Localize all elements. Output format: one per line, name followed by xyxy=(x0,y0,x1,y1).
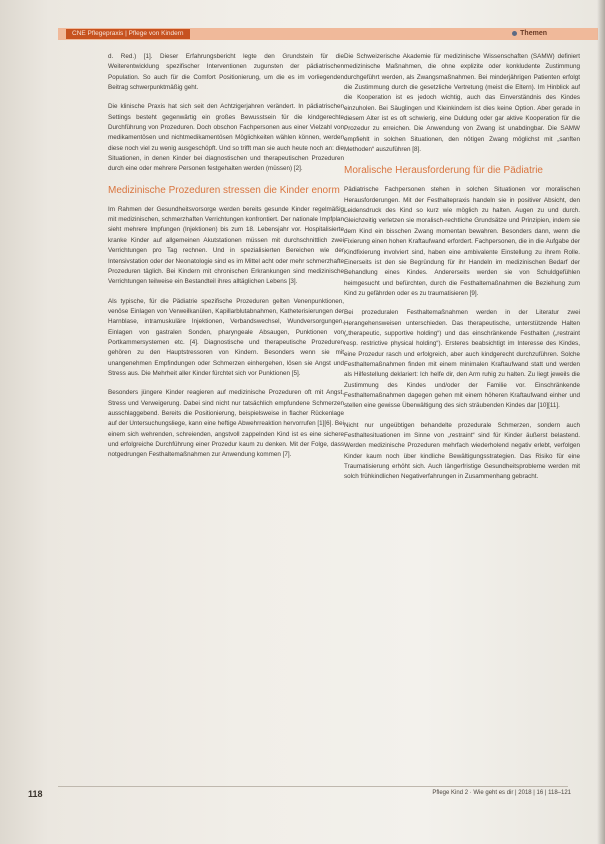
body-paragraph: d. Red.) [1]. Dieser Erfahrungsbericht legte den Grundstein für die Weiterentwicklung spezifischer Interventionen zugunsten der pädiatrischen Population. So auch für die Comfort Positionierung, um die es im vorliegenden Beitrag schwerpunktmäßig geht. xyxy=(108,53,344,92)
left-column xyxy=(108,52,344,470)
header-category-tab: CNE Pflegepraxis | Pflege von Kindern xyxy=(66,29,190,39)
body-paragraph: Die klinische Praxis hat sich seit den Achtzigerjahren verändert. In pädiatrischen Settings besteht gegenwärtig ein großes Bewusstsein für die kindgerechte Durchführung von Prozeduren. Doch obschon Fachpersonen aus einer Vielzahl von medikamentösen und nichtmedikamentösen Möglichkeiten wählen können, werden diese noch viel zu wenig ausgeschöpft. Und so trifft man sie auch heute noch an: die Situationen, in denen Kinder bei diagnostischen und therapeutischen Prozeduren durch eine oder mehrere Personen festgehalten werden (müssen) [2]. xyxy=(108,103,344,173)
body-paragraph: Besonders jüngere Kinder reagieren auf medizinische Prozeduren oft mit Angst, Stress und Verweigerung. Dabei sind nicht nur tatsächlich empfundene Schmerzen ausschlaggebend. Bereits die Positionierung, beispielsweise in flacher Rückenlage auf der Untersuchungsliege, kann eine heftige Abwehrreaktion hervorrufen [1][6]. Bei einem sich wehrenden, schreienden, angstvoll zappelnden Kind ist es eine sichere und erfolgreiche Durchführung einer Prozedur kaum zu denken. Mit der Folge, dass notgedrungen Festhaltemaßnahmen zur Anwendung kommen [7]. xyxy=(108,389,344,459)
section-heading: Moralische Herausforderung für die Pädiatrie xyxy=(344,165,543,177)
body-paragraph: Im Rahmen der Gesundheitsvorsorge werden bereits gesunde Kinder regelmäßig mit medizinischen, schmerzhaften Verrichtungen konfrontiert. Der nationale Impfplan sieht mehrere Impfungen (Injektionen) bis zum 18. Lebensjahr vor. Hospitalisierte kranke Kinder auf allgemeinen Akutstationen müssen mit durchschnittlich zwei Verrichtungen pro Tag rechnen. Und in spezialisierten Bereichen wie der Intensivstation oder der Neonatologie sind es im Mittel acht oder mehr schmerzhafte Prozeduren täglich. Bei Kindern mit chronischen Erkrankungen sind medizinische Verrichtungen teilweise ein Bestandteil ihres alltäglichen Lebens [3]. xyxy=(108,205,344,286)
section-heading: Medizinische Prozeduren stressen die Kinder enorm xyxy=(108,184,340,196)
body-paragraph: Bei prozeduralen Festhaltemaßnahmen werden in der Literatur zwei Herangehensweisen unterschieden. Das therapeutische, unterstützende Halten („therapeutic, supportive holding“) und das einschränkende Festhalten („restraint resp. restrictive physical holding“). Ersteres beabsichtigt im Interesse des Kindes, eine Prozedur rasch und erfolgreich, aber auch kindgerecht durchzuführen. Solche Festhaltemaßnahmen finden mit einem minimalen Kraftaufwand statt und werden als Hilfestellung deklariert: Ich helfe dir, den Arm ruhig zu halten. Zu liegt jeweils die Zustimmung des Kindes und/oder der Familie vor. Einschränkende Festhaltemaßnahmen dagegen gehen mit einem höheren Kraftaufwand einher und stellen eine gewisse Überwältigung des sich sträubenden Kindes dar [10][11]. xyxy=(344,309,580,410)
section-dot-icon xyxy=(512,31,517,36)
right-column xyxy=(344,52,580,492)
body-paragraph: Nicht nur ungeübtigen behandelte prozedurale Schmerzen, sondern auch Festhaltesituationen im Sinne von „restraint“ sind für Kinder äußerst belastend. Werden medizinische Prozeduren mehrfach wiederholend negativ erlebt, verfolgen Kinder kaum noch über kindliche Bewältigungsstrategien. Das Risiko für eine Traumatisierung erhöht sich. Auch längerfristige Gesundheitsprobleme werden mit solch frühkindlichen Negativerfahrungen in Zusammenhang gebracht. xyxy=(344,421,580,481)
body-paragraph: Die Schweizerische Akademie für medizinische Wissenschaften (SAMW) definiert medizinische Maßnahmen, die ohne explizite oder konkludente Zustimmung durchgeführt werden, als Zwangsmaßnahmen. Bei minderjährigen Patienten erfolgt die Zustimmung durch die gesetzliche Vertretung (meist die Eltern). Im Hinblick auf die Kooperation ist es jedoch wichtig, auch das Einverständnis des Kindes einzuholen. Bei Säuglingen und Kleinkindern ist dies keine Option. Aber gerade in diesem Alter ist es oft schwierig, eine Duldung oder gar aktive Kooperation für die Prozedur zu erreichen. Die Anwendung von Zwang ist unabdingbar. Die SAMW empfiehlt in solchen Situationen, den nötigen Zwang möglichst mit „sanften Methoden“ auszuführen [8]. xyxy=(344,53,580,154)
body-paragraph: Als typische, für die Pädiatrie spezifische Prozeduren gelten Venenpunktionen, venöse Einlagen von Verweilkanülen, Kapillarblutabnahmen, Katheterisierungen der Harnblase, intramuskuläre Injektionen, Verbandswechsel, Wundversorgungen, Einlagen von gastralen Sonden, pharyngeale Absaugen, Punktionen von Portkammersystemen etc. [4]. Diagnostische und therapeutische Prozeduren gehören zu den Hauptstressoren von Kindern. Besonders wenn sie mit unangenehmen Empfindungen oder Schmerzen einhergehen, lösen sie Angst und Stress aus. Die Mehrheit aller Kinder fürchtet sich vor Punktionen [5]. xyxy=(108,297,344,377)
header-section-label xyxy=(512,29,547,39)
body-paragraph: Pädiatrische Fachpersonen stehen in solchen Situationen vor moralischen Herausforderungen. Mit der Festhaltepraxis handeln sie in positiver Absicht, den Leidensdruck des Kind so kurz wie möglich zu halten. Augen zu und durch. Gleichzeitig verletzen sie moralisch-rechtliche Grundsätze und Prinzipien, indem sie dem Kind ein bisschen Zwang momentan bewahren. Besonders dann, wenn die Fixierung einen hohen Kraftaufwand erfordert. Fachpersonen, die in die Aufgabe der Kindfixierung involviert sind, haben eine ambivalente Einstellung zu ihrem Rolle. Einerseits ist den sie Begründung für ihr Handeln im medizinischen Bedarf der Behandlung eines Kindes. Andererseits werden sie von Schuldgefühlen heimgesucht und befürchten, durch die Festhaltemaßnahmen die Beziehung zum Kind zu gefährden oder es zu traumatisieren [9]. xyxy=(344,186,580,297)
section-label-text: Themen xyxy=(520,30,547,37)
page-number: 118 xyxy=(28,789,43,799)
footer-divider xyxy=(58,786,568,787)
journal-citation: Pflege Kind 2 · Wie geht es dir | 2018 | 16 | 118–121 xyxy=(432,790,571,796)
